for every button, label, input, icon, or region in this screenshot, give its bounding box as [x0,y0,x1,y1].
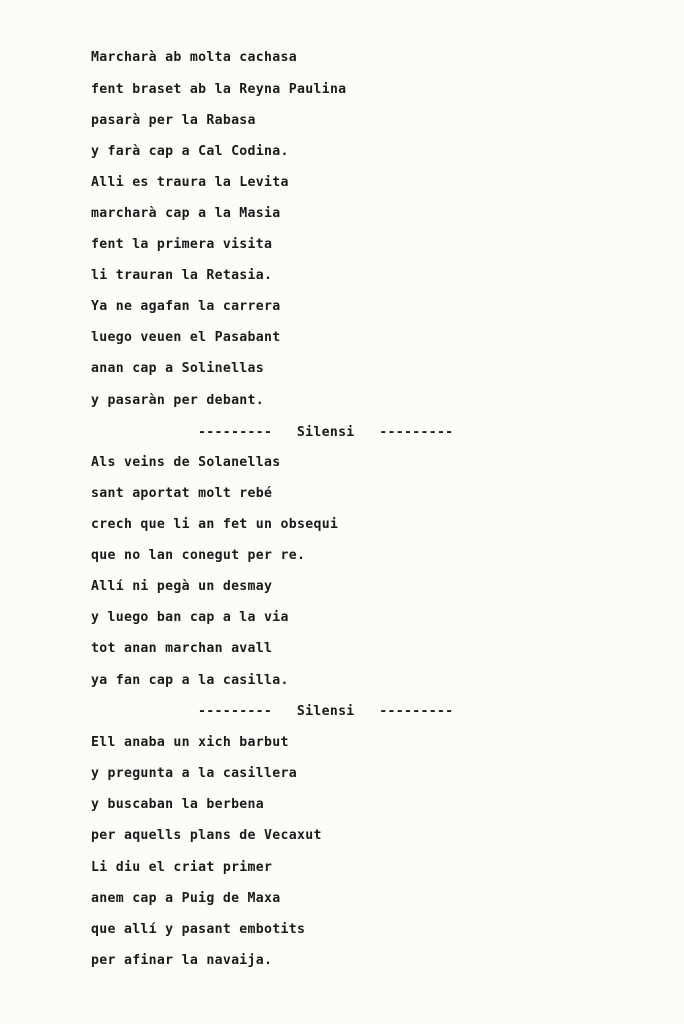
verse-line: Als veins de Solanellas [91,455,281,470]
verse-line: fent la primera visita [91,237,273,252]
verse-line: fent braset ab la Reyna Paulina [91,82,347,97]
verse-line: que allí y pasant embotits [91,922,306,937]
verse-line: luego veuen el Pasabant [91,330,281,345]
verse-line: Alli es traura la Levita [91,175,289,190]
verse-line: Ell anaba un xich barbut [91,735,289,750]
verse-line: tot anan marchan avall [91,641,273,656]
verse-line: pasarà per la Rabasa [91,113,256,128]
verse-line: per afinar la navaija. [91,953,273,968]
verse-line: crech que li an fet un obsequi [91,517,339,532]
verse-line: y farà cap a Cal Codina. [91,144,289,159]
verse-line: y buscaban la berbena [91,797,265,812]
verse-line: que no lan conegut per re. [91,548,306,563]
verse-line: Li diu el criat primer [91,860,273,875]
verse-line: ya fan cap a la casilla. [91,673,289,688]
verse-line: marcharà cap a la Masia [91,206,281,221]
verse-line: per aquells plans de Vecaxut [91,828,322,843]
section-divider: --------- Silensi --------- [198,704,454,719]
verse-line: Marcharà ab molta cachasa [91,50,297,65]
section-divider: --------- Silensi --------- [198,425,454,440]
verse-line: y pasaràn per debant. [91,393,265,408]
verse-line: Ya ne agafan la carrera [91,299,281,314]
verse-line: y pregunta a la casillera [91,766,297,781]
verse-line: anan cap a Solinellas [91,361,265,376]
verse-line: Allí ni pegà un desmay [91,579,273,594]
verse-line: li trauran la Retasia. [91,268,273,283]
verse-line: y luego ban cap a la via [91,610,289,625]
verse-line: anem cap a Puig de Maxa [91,891,281,906]
verse-line: sant aportat molt rebé [91,486,273,501]
